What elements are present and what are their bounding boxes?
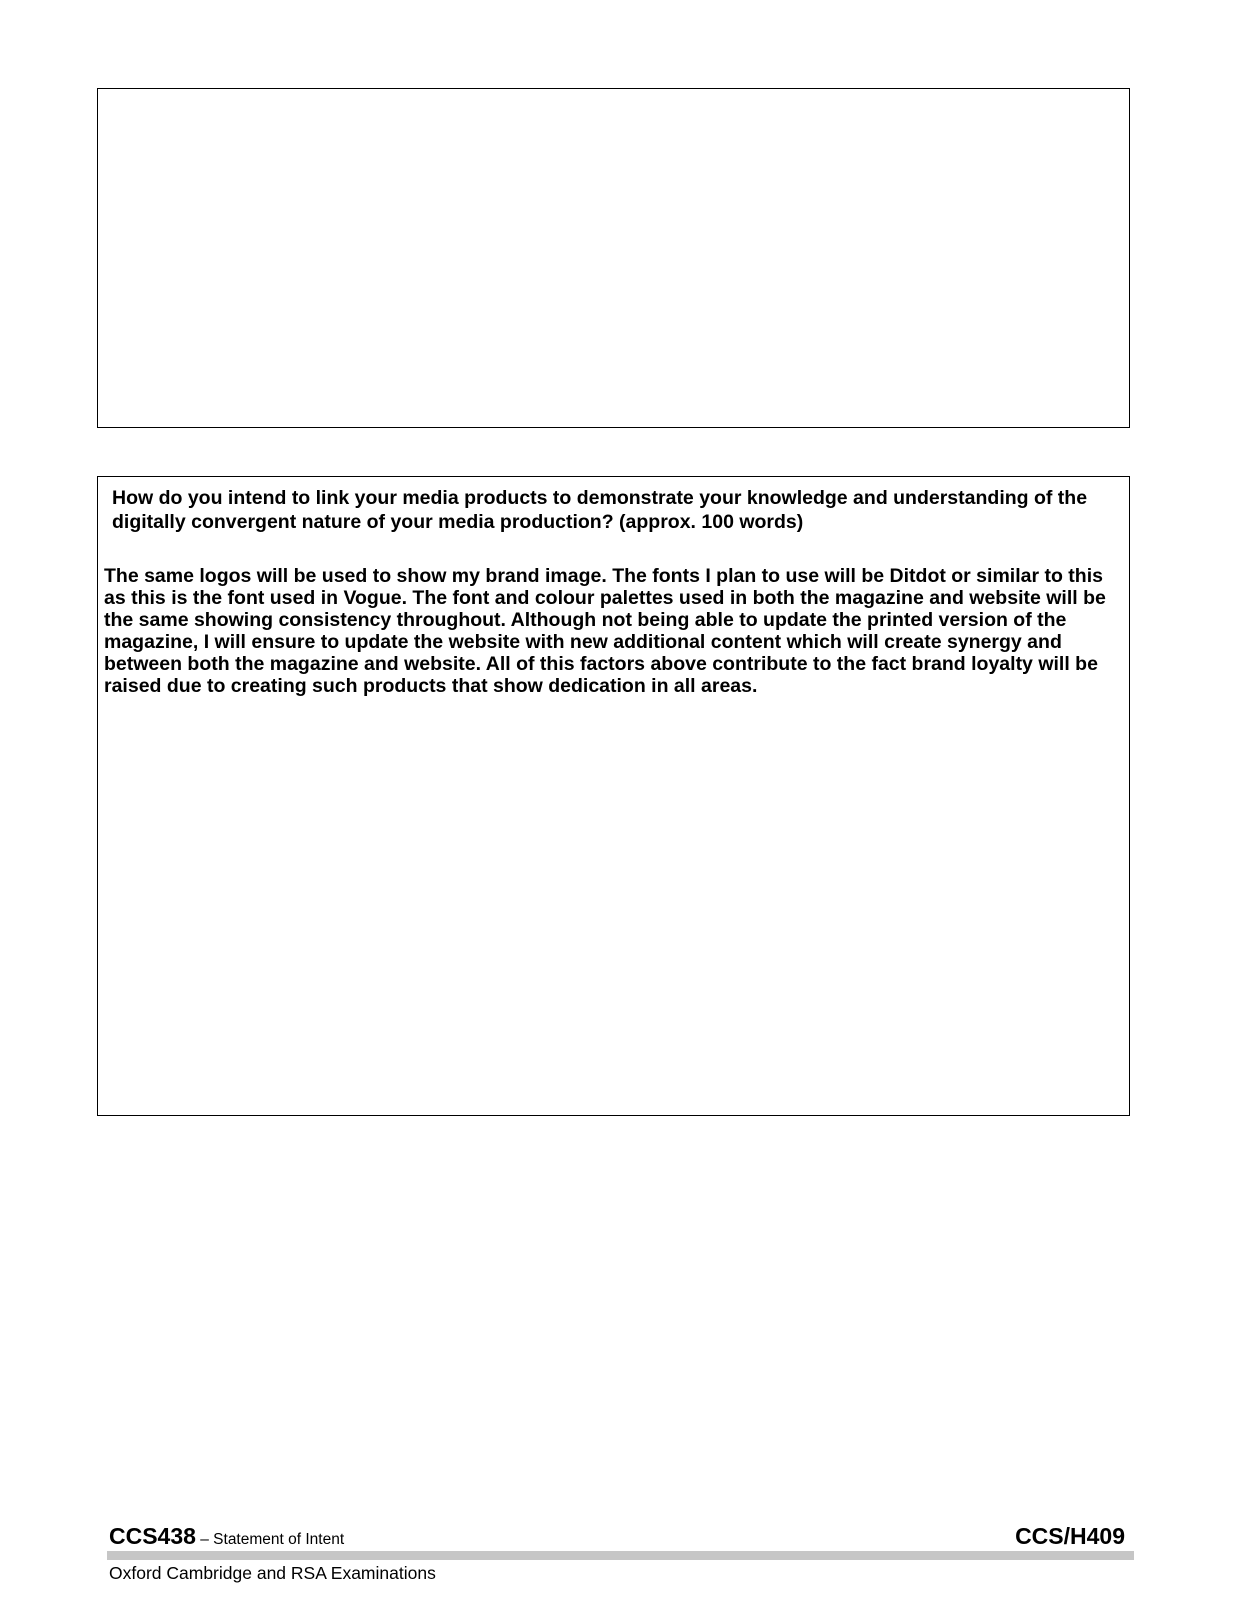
answer-text: The same logos will be used to show my brand image. The fonts I plan to use will be Ditdot or similar to this as this is the font used in Vogue. The font and colour palettes used in both the magazine and website will be the same showing consistency throughout. Although not being able to update the printed version of the magazine, I will ensure to update the website with new additional content which will create synergy and between both the magazine and website. All of this factors above contribute to the fact brand loyalty will be raised due to creating such products that show dedication in all areas. xyxy=(104,565,1106,697)
footer-divider xyxy=(107,1551,1134,1560)
footer-unit xyxy=(109,1522,344,1554)
question-text: How do you intend to link your media products to demonstrate your knowledge and understanding of the digitally convergent nature of your media production? (approx. 100 words) xyxy=(112,487,1088,533)
unit-code: CCS438 xyxy=(109,1523,196,1549)
organisation-name: Oxford Cambridge and RSA Examinations xyxy=(109,1563,436,1583)
empty-answer-box xyxy=(97,88,1130,428)
question-answer-box xyxy=(97,476,1130,1116)
spec-code: CCS/H409 xyxy=(1015,1523,1125,1549)
unit-title: – Statement of Intent xyxy=(195,1531,345,1548)
